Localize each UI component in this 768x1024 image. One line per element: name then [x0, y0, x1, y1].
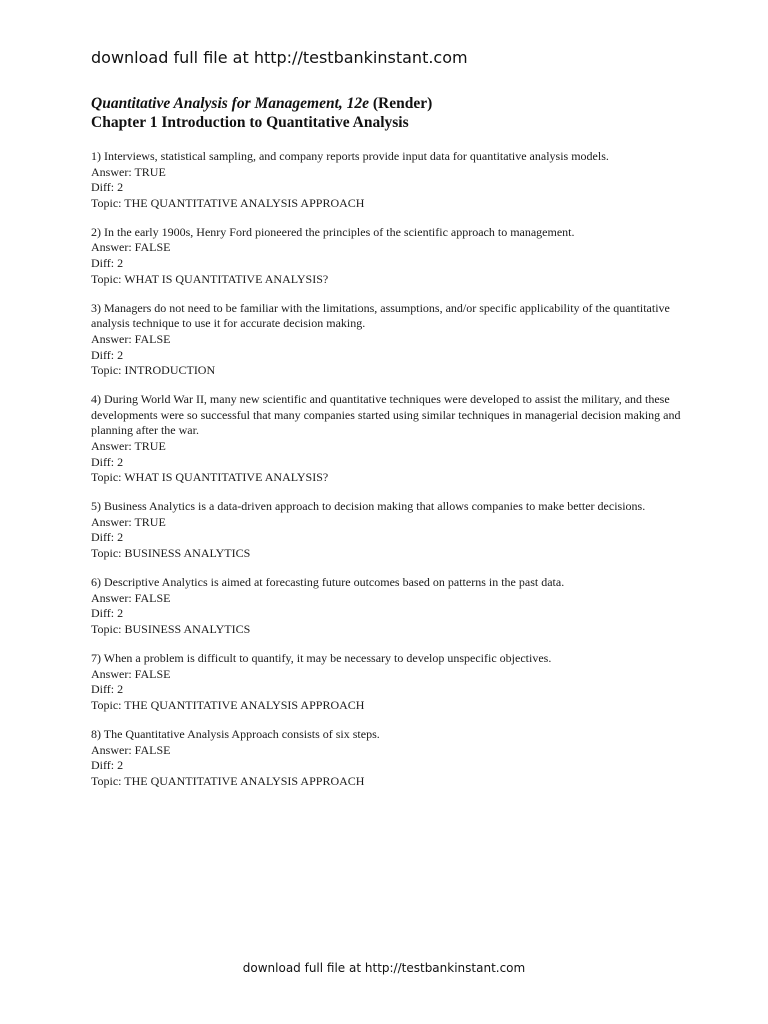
- question-item-6: [91, 575, 681, 637]
- footer-download-link: download full file at http://testbankinstant.com: [242, 961, 526, 975]
- header-download-link: download full file at http://testbankinstant.com: [91, 48, 468, 67]
- question-item-5: [91, 499, 681, 561]
- question-item-1: [91, 149, 681, 211]
- question-difficulty: Diff: 2: [91, 454, 124, 469]
- question-statement: 5) Business Analytics is a data-driven approach to decision making that allows companies to make better decisions.: [91, 499, 646, 514]
- book-title: Quantitative Analysis for Management, 12e: [91, 95, 370, 112]
- question-item-8: [91, 727, 681, 789]
- question-answer: Answer: TRUE: [91, 164, 166, 179]
- question-item-2: [91, 225, 681, 287]
- chapter-heading: Chapter 1 Introduction to Quantitative Analysis: [91, 114, 409, 131]
- book-author: (Render): [369, 95, 433, 112]
- question-difficulty: Diff: 2: [91, 530, 124, 545]
- question-topic: Topic: WHAT IS QUANTITATIVE ANALYSIS?: [91, 271, 329, 286]
- question-answer: Answer: FALSE: [91, 742, 171, 757]
- question-topic: Topic: THE QUANTITATIVE ANALYSIS APPROACH: [91, 195, 365, 210]
- question-topic: Topic: THE QUANTITATIVE ANALYSIS APPROACH: [91, 773, 365, 788]
- question-statement: 2) In the early 1900s, Henry Ford pioneered the principles of the scientific approach to management.: [91, 224, 575, 239]
- question-topic: Topic: THE QUANTITATIVE ANALYSIS APPROACH: [91, 697, 365, 712]
- question-answer: Answer: FALSE: [91, 240, 171, 255]
- question-statement: 3) Managers do not need to be familiar with the limitations, assumptions, and/or specific applicability of the quantitative analysis technique to use it for accurate decision making.: [91, 300, 670, 331]
- document-title: [91, 94, 432, 113]
- question-difficulty: Diff: 2: [91, 758, 124, 773]
- question-answer: Answer: FALSE: [91, 666, 171, 681]
- question-item-3: [91, 301, 681, 379]
- question-topic: Topic: WHAT IS QUANTITATIVE ANALYSIS?: [91, 470, 329, 485]
- question-item-4: [91, 392, 681, 486]
- question-difficulty: Diff: 2: [91, 256, 124, 271]
- question-answer: Answer: FALSE: [91, 331, 171, 346]
- question-difficulty: Diff: 2: [91, 682, 124, 697]
- question-statement: 4) During World War II, many new scientific and quantitative techniques were developed to assist the military, and these developments were so successful that many companies started using similar techniques in managerial decision making and planning after the war.: [91, 392, 681, 438]
- question-statement: 1) Interviews, statistical sampling, and company reports provide input data for quantitative analysis models.: [91, 149, 609, 163]
- question-topic: Topic: INTRODUCTION: [91, 363, 216, 378]
- question-statement: 6) Descriptive Analytics is aimed at forecasting future outcomes based on patterns in the past data.: [91, 575, 565, 590]
- question-item-7: [91, 651, 681, 713]
- question-statement: 8) The Quantitative Analysis Approach consists of six steps.: [91, 726, 380, 741]
- question-difficulty: Diff: 2: [91, 606, 124, 621]
- question-difficulty: Diff: 2: [91, 180, 124, 195]
- question-answer: Answer: FALSE: [91, 590, 171, 605]
- question-difficulty: Diff: 2: [91, 347, 124, 362]
- question-list: [91, 149, 681, 803]
- question-topic: Topic: BUSINESS ANALYTICS: [91, 621, 251, 636]
- question-answer: Answer: TRUE: [91, 514, 166, 529]
- question-topic: Topic: BUSINESS ANALYTICS: [91, 546, 251, 561]
- question-answer: Answer: TRUE: [91, 439, 166, 453]
- question-statement: 7) When a problem is difficult to quantify, it may be necessary to develop unspecific objectives.: [91, 651, 552, 666]
